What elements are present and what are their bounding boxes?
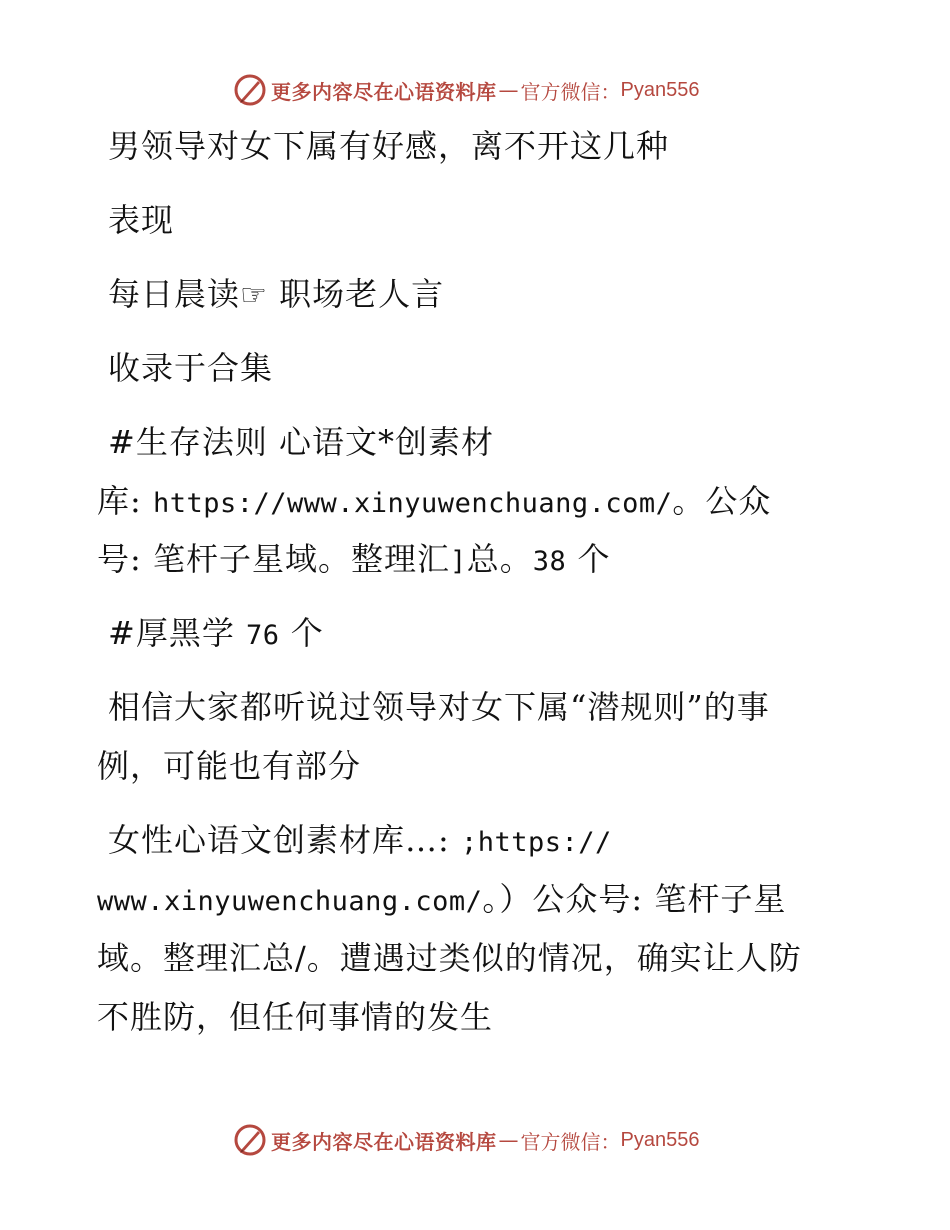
banner-wechat-label: 官方微信： [520,79,621,104]
banner-wechat-id: Pyan556 [620,1128,700,1151]
series-prefix: 每日晨读 [108,275,241,313]
paragraph-2-line-1-text: 女性心语文创素材库…: [108,821,461,859]
tag-2-label: #厚黑学 [108,614,246,652]
doc-title-line-1: 男领导对女下属有好感，离不开这几种 [108,127,670,165]
tag-line-3-tail: 总。 [466,540,533,578]
paragraph-2-line-1 [108,820,612,863]
paragraph-2-line-4: 不胜防，但任何事情的发生 [97,998,494,1036]
tag-count-unit-2: 个 [279,614,324,652]
tag-line-1: #生存法则 心语文*创素材 [108,423,494,461]
banner-wechat-id: Pyan556 [620,78,700,101]
tag-line-2-tail: 。公众 [672,482,772,520]
banner-separator: — [498,1128,519,1152]
banner-text: 更多内容尽在心语资料库 [271,1129,497,1154]
paragraph-2-url-start: ;https:// [460,827,612,858]
pointing-hand-icon: ☞ [240,278,268,313]
paragraph-1-line-2: 例，可能也有部分 [97,747,362,785]
tag-line-3-text: 号: 笔杆子星域。整理汇 [97,540,450,578]
paragraph-2-url[interactable]: www.xinyuwenchuang.com/ [97,886,483,917]
header-banner [233,70,699,110]
paragraph-2-line-3: 域。整理汇总/。遭遇过类似的情况，确实让人防 [97,939,802,977]
paragraph-2-line-2 [97,879,786,922]
source-url[interactable]: https://www.xinyuwenchuang.com/ [152,488,673,519]
banner-text: 更多内容尽在心语资料库 [271,79,497,104]
tag-count-unit-1: 个 [566,540,611,578]
banner-wechat-label: 官方微信： [520,1129,621,1154]
footer-banner [233,1120,699,1160]
tag-count-2: 76 [246,620,280,651]
doc-title-line-2: 表现 [108,201,175,239]
tag-line-4 [108,613,324,656]
tag-count-1: 38 [532,546,567,577]
tag-line-2 [97,481,771,524]
collection-label: 收录于合集 [108,349,274,387]
paragraph-2-line-2-text: 。）公众号: 笔杆子星 [482,880,787,918]
banner-separator: — [498,78,519,102]
series-name: 职场老人言 [267,275,445,313]
bracket-char: ] [449,546,467,577]
series-line [108,274,444,316]
paragraph-1-line-1: 相信大家都听说过领导对女下属“潜规则”的事 [108,688,770,726]
quill-logo-icon [233,73,267,107]
quill-logo-icon [233,1123,267,1157]
tag-line-3 [97,539,610,582]
tag-line-2-text: 库: [97,482,153,520]
